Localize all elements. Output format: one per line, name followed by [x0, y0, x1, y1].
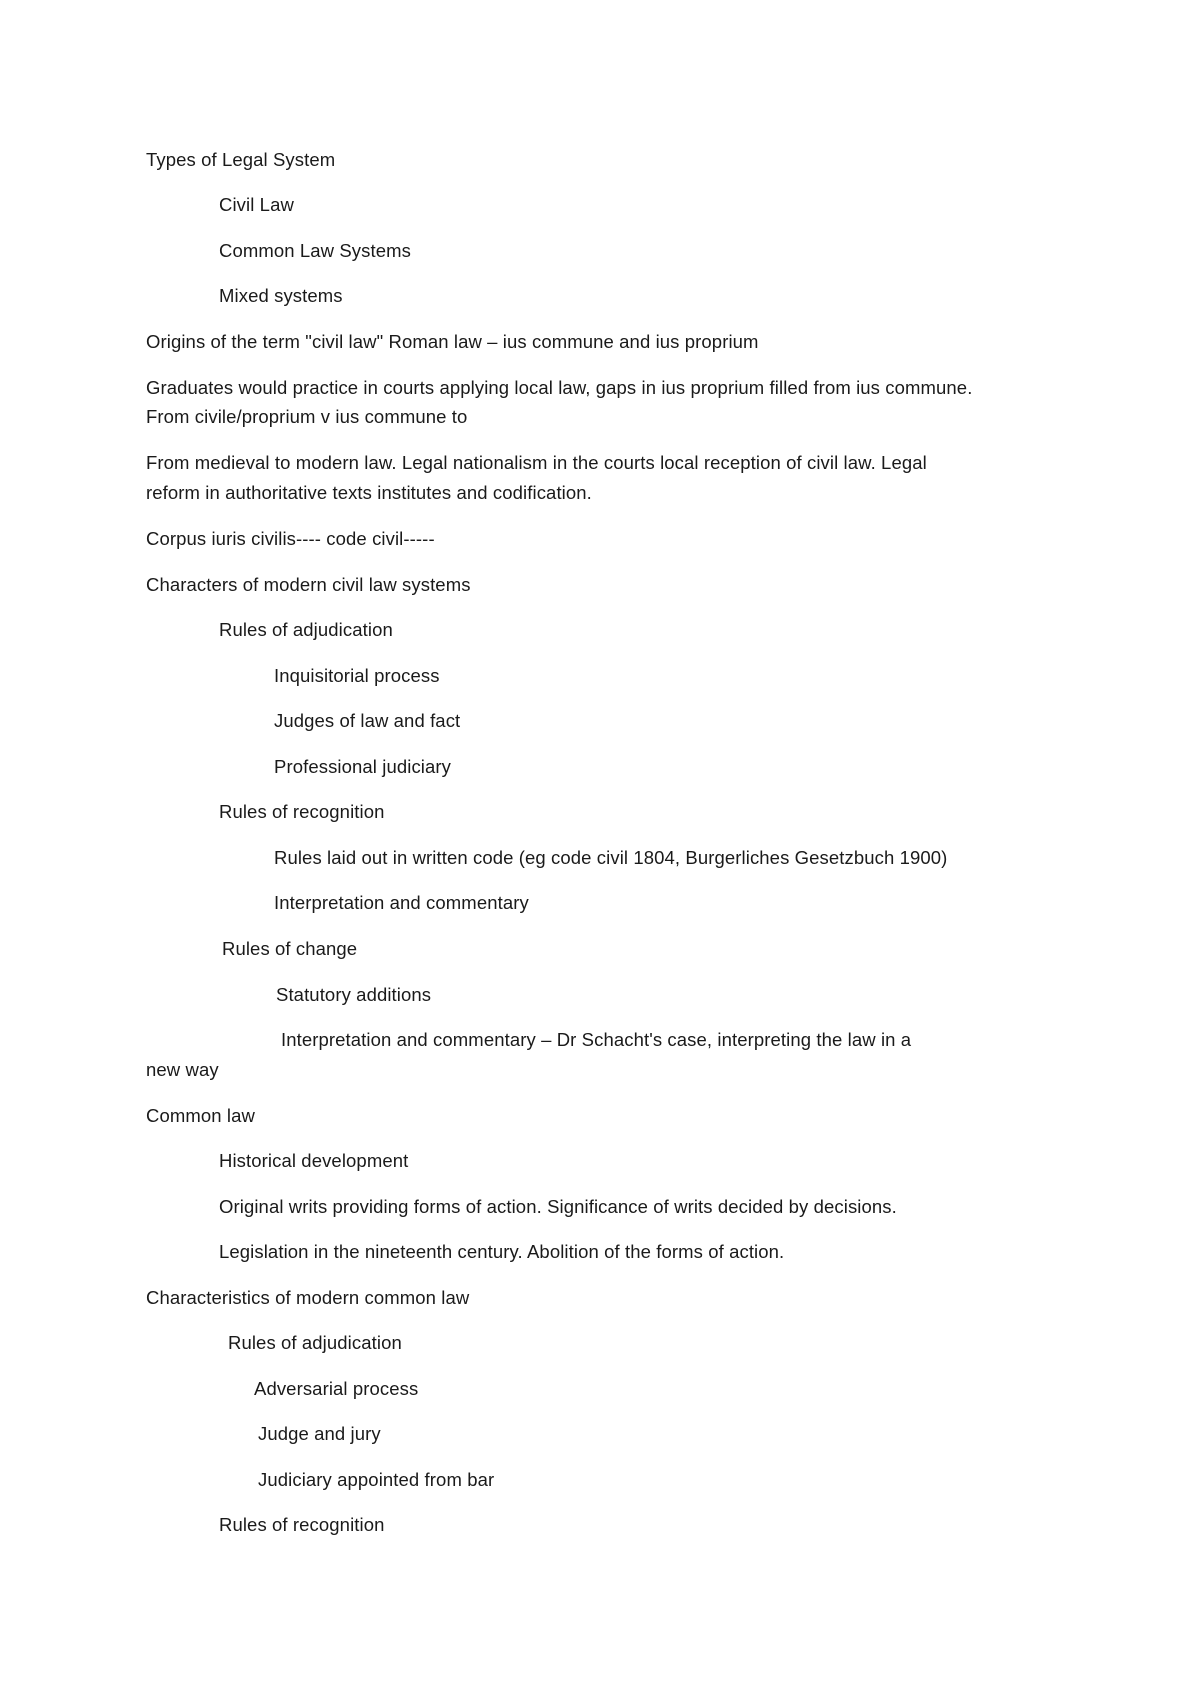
list-item-schacht-case-line2: new way	[146, 1059, 219, 1080]
paragraph-medieval-line1: From medieval to modern law. Legal nationalism in the courts local reception of civil law. Legal	[146, 452, 927, 473]
paragraph-corpus: Corpus iuris civilis---- code civil-----	[146, 528, 435, 549]
list-item-common-law-systems: Common Law Systems	[219, 240, 411, 261]
list-item-rules-laid-out: Rules laid out in written code (eg code civil 1804, Burgerliches Gesetzbuch 1900)	[274, 847, 948, 868]
list-item-professional-judiciary: Professional judiciary	[274, 756, 452, 777]
list-item-schacht-case-line1: Interpretation and commentary – Dr Schacht's case, interpreting the law in a	[281, 1029, 912, 1050]
subheading-rules-of-adjudication: Rules of adjudication	[219, 619, 393, 640]
heading-types-of-legal-system: Types of Legal System	[146, 149, 336, 170]
heading-characteristics-common-law: Characteristics of modern common law	[146, 1287, 470, 1308]
list-item-judge-and-jury: Judge and jury	[258, 1423, 381, 1444]
list-item-judges-of-law-and-fact: Judges of law and fact	[274, 710, 461, 731]
subheading-common-rules-of-adjudication: Rules of adjudication	[228, 1332, 402, 1353]
paragraph-origins: Origins of the term "civil law" Roman law – ius commune and ius proprium	[146, 331, 759, 352]
list-item-statutory-additions: Statutory additions	[276, 984, 432, 1005]
list-item-judiciary-appointed: Judiciary appointed from bar	[258, 1469, 495, 1490]
subheading-rules-of-recognition: Rules of recognition	[219, 801, 385, 822]
list-item-adversarial-process: Adversarial process	[254, 1378, 419, 1399]
subheading-rules-of-change: Rules of change	[222, 938, 358, 959]
heading-common-law: Common law	[146, 1105, 255, 1126]
list-item-inquisitorial-process: Inquisitorial process	[274, 665, 440, 686]
list-item-interpretation-commentary: Interpretation and commentary	[274, 892, 529, 913]
heading-characters-civil-law: Characters of modern civil law systems	[146, 574, 471, 595]
paragraph-graduates-line2: From civile/proprium v ius commune to	[146, 406, 468, 427]
paragraph-graduates-line1: Graduates would practice in courts applying local law, gaps in ius proprium filled from ius commune.	[146, 377, 973, 398]
list-item-original-writs: Original writs providing forms of action. Significance of writs decided by decisions.	[219, 1196, 897, 1217]
list-item-legislation: Legislation in the nineteenth century. Abolition of the forms of action.	[219, 1241, 785, 1262]
list-item-mixed-systems: Mixed systems	[219, 285, 343, 306]
subheading-common-rules-of-recognition: Rules of recognition	[219, 1514, 385, 1535]
list-item-historical-development: Historical development	[219, 1150, 409, 1171]
list-item-civil-law: Civil Law	[219, 194, 294, 215]
paragraph-medieval-line2: reform in authoritative texts institutes and codification.	[146, 482, 592, 503]
